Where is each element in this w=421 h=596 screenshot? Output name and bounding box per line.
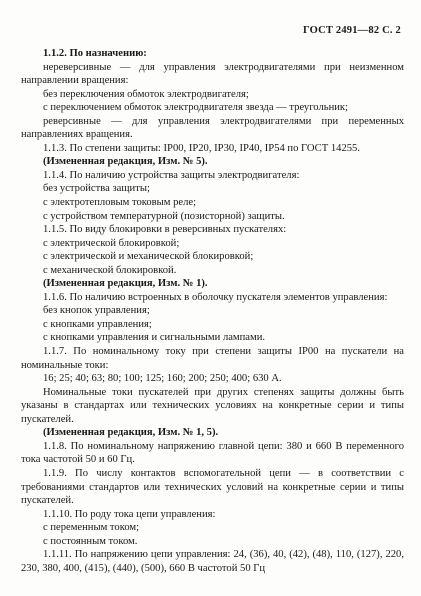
paragraph: (Измененная редакция, Изм. № 5). — [43, 156, 208, 168]
paragraph: (Измененная редакция, Изм. № 1, 5). — [43, 427, 219, 439]
paragraph: с кнопками управления и сигнальными лампами. — [43, 332, 266, 344]
paragraph: с механической блокировкой. — [43, 264, 177, 276]
paragraph: с кнопками управления; — [43, 318, 152, 330]
paragraph: с электротепловым токовым реле; — [43, 197, 197, 209]
paragraph: 1.1.8. По номинальному напряжению главной цепи: 380 и 660 В переменного тока частотой 50 и 60 Гц. — [21, 440, 404, 466]
paragraph: нереверсивные — для управления электродвигателями при неизменном направлении вращения: — [21, 61, 404, 87]
paragraph: без кнопок управления; — [43, 305, 150, 317]
paragraph: с электрической и механической блокировкой; — [43, 251, 254, 263]
document-body — [21, 47, 404, 575]
paragraph: 1.1.5. По виду блокировки в реверсивных пускателях: — [43, 224, 287, 236]
paragraph: 16; 25; 40; 63; 80; 100; 125; 160; 200; 250; 400; 630 А. — [43, 373, 282, 385]
paragraph: 1.1.10. По роду тока цепи управления: — [43, 508, 216, 520]
paragraph: реверсивные — для управления электродвигателями при переменных направлениях вращения. — [21, 115, 404, 141]
paragraph: 1.1.4. По наличию устройства защиты электродвигателя: — [43, 169, 300, 181]
paragraph: 1.1.7. По номинальному току при степени защиты IP00 на пускатели на номинальные токи: — [21, 346, 404, 371]
paragraph: с постоянным током. — [43, 535, 138, 547]
paragraph: без устройства защиты; — [43, 183, 150, 195]
paragraph: с переменным током; — [43, 522, 140, 534]
paragraph: с электрической блокировкой; — [43, 237, 180, 249]
paragraph: без переключения обмоток электродвигателя; — [43, 88, 249, 100]
paragraph: 1.1.2. По назначению: — [43, 48, 147, 59]
paragraph: 1.1.9. По числу контактов вспомогательной цепи — в соответствии с требованиями стандартов или технических условий на конкретные серии и типы пускателей. — [21, 467, 404, 507]
paragraph: с переключением обмоток электродвигателя звезда — треугольник; — [43, 102, 348, 114]
paragraph: с устройством температурной (позисторной) защиты. — [43, 210, 285, 222]
paragraph: 1.1.6. По наличию встроенных в оболочку пускателя элементов управления: — [43, 291, 388, 303]
page-header: ГОСТ 2491—82 С. 2 — [302, 25, 401, 36]
paragraph: 1.1.3. По степени защиты: IP00, IP20, IP30, IP40, IP54 по ГОСТ 14255. — [43, 142, 361, 154]
paragraph: Номинальные токи пускателей при других степенях защиты должны быть указаны в стандартах или технических условиях на конкретные серии и типы пускателей. — [21, 386, 404, 425]
paragraph: (Измененная редакция, Изм. № 1). — [43, 278, 208, 290]
paragraph: 1.1.11. По напряжению цепи управления: 24, (36), 40, (42), (48), 110, (127), 220, 230, 380, 400, (415), (440), (500), 660 В частотой 50 Гц — [21, 549, 404, 574]
